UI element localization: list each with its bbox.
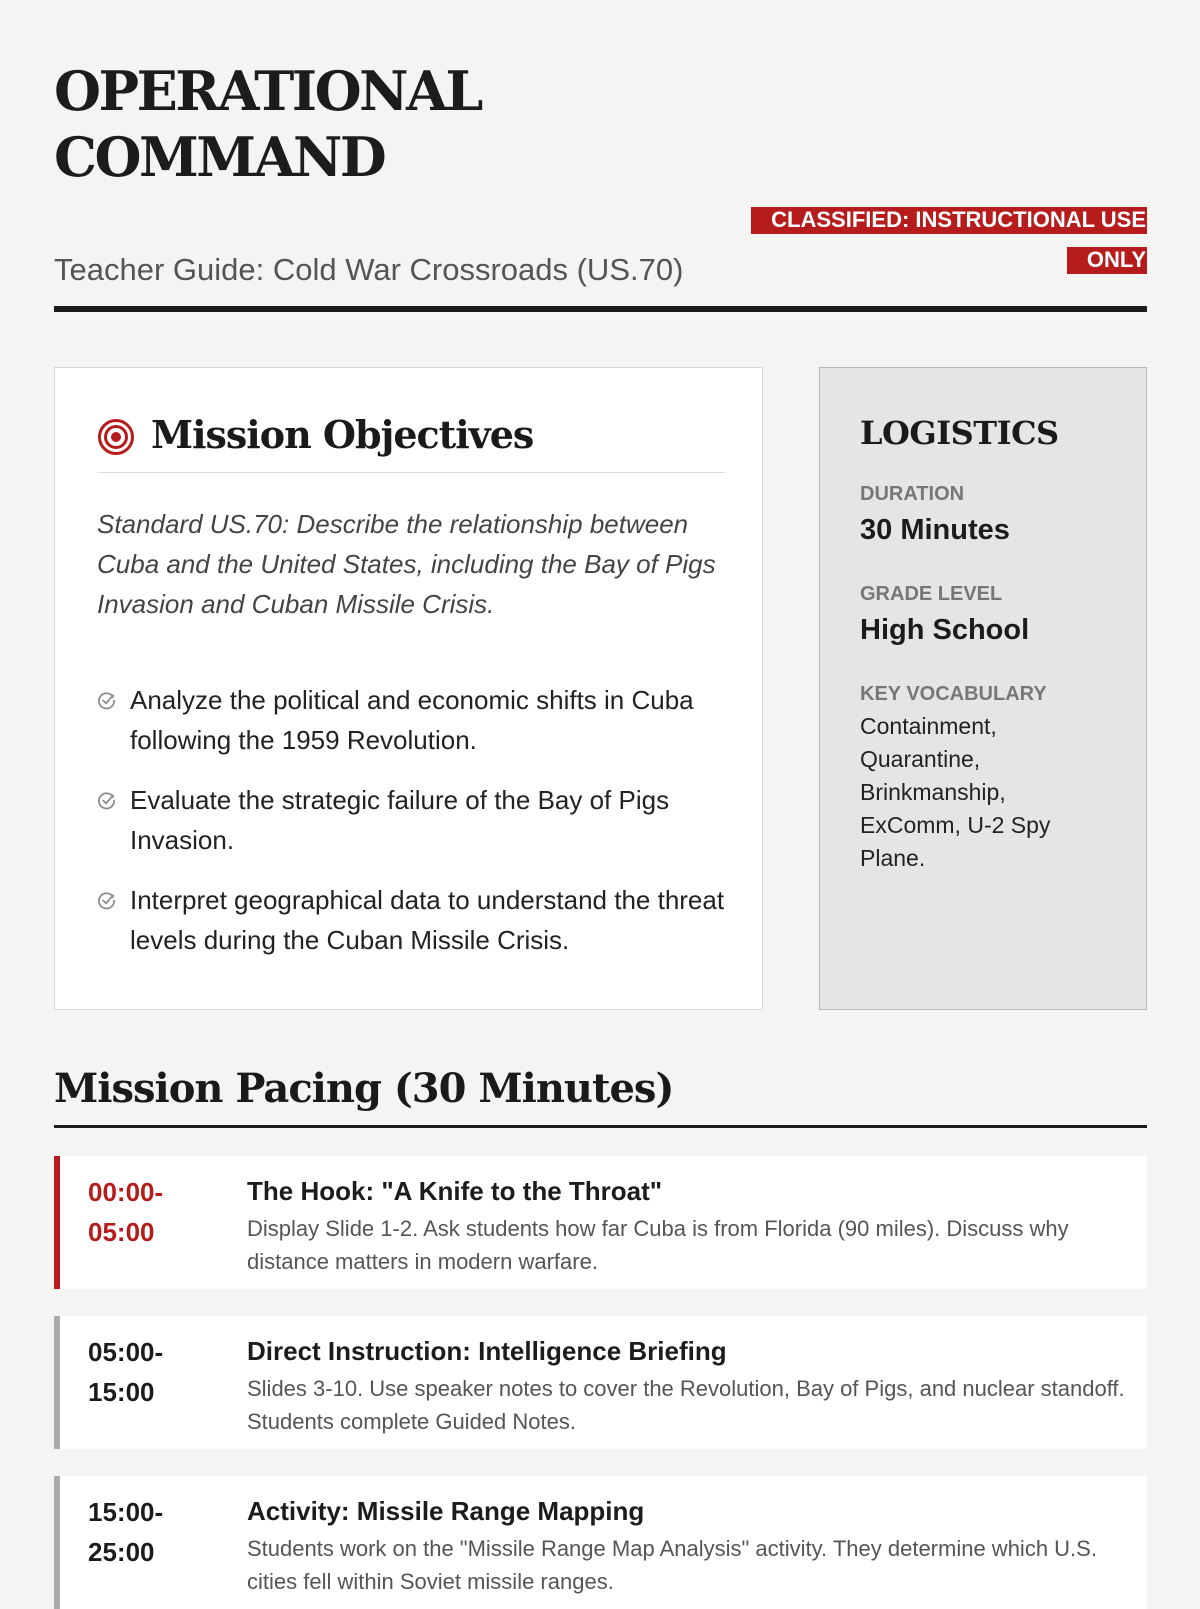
target-icon [97,418,135,456]
objective-item [97,880,727,960]
duration-value: 30 Minutes [860,514,1010,546]
header-divider [54,306,1147,312]
document-title-line2: COMMAND [54,125,385,189]
classified-badge [731,200,1147,280]
phase-description: Display Slide 1-2. Ask students how far Cuba is from Florida (90 miles). Discuss why distance matters in modern warfare. [247,1216,1069,1274]
objectives-header [97,404,725,473]
document-title [54,58,481,190]
phase-time: 05:00-15:00 [88,1337,164,1407]
objective-text: Interpret geographical data to understand the threat levels during the Cuban Missile Crisis. [130,885,725,955]
check-circle-icon [97,791,116,810]
phase-description: Slides 3-10. Use speaker notes to cover the Revolution, Bay of Pigs, and nuclear standoff. Students complete Guided Notes. [247,1376,1125,1434]
phase-title: Activity: Missile Range Mapping [247,1496,645,1526]
duration-label: DURATION [860,483,965,505]
phase-time: 00:00-05:00 [88,1177,164,1247]
objective-text: Analyze the political and economic shifts in Cuba following the 1959 Revolution. [130,685,694,755]
key-vocabulary-label: KEY VOCABULARY [860,683,1047,705]
pacing-title: Mission Pacing (30 Minutes) [54,1065,674,1112]
pacing-divider [54,1125,1147,1128]
pacing-phase [54,1476,1147,1609]
objective-text: Evaluate the strategic failure of the Bay of Pigs Invasion. [130,785,670,855]
phase-title: The Hook: "A Knife to the Throat" [247,1176,663,1206]
document-title-line1: OPERATIONAL [54,59,481,123]
standard-statement: Standard US.70: Describe the relationship between Cuba and the United States, including the Bay of Pigs Invasion and Cuban Missile Crisis. [97,509,716,619]
pacing-phase [54,1316,1147,1449]
objectives-list [97,680,727,980]
check-circle-icon [97,691,116,710]
phase-title: Direct Instruction: Intelligence Briefing [247,1336,727,1366]
grade-level-value: High School [860,614,1030,646]
logistics-panel [819,367,1147,1010]
phase-description: Students work on the "Missile Range Map Analysis" activity. They determine which U.S. cities fell within Soviet missile ranges. [247,1536,1097,1594]
phase-time: 15:00-25:00 [88,1497,164,1567]
page-header [54,58,1147,314]
grade-level-label: GRADE LEVEL [860,583,1003,605]
classified-badge-label: CLASSIFIED: INSTRUCTIONAL USE ONLY [751,207,1147,274]
key-vocabulary-value: Containment, Quarantine, Brinkmanship, ExComm, U-2 Spy Plane. [860,713,1051,871]
objective-item [97,680,727,760]
logistics-title: LOGISTICS [860,414,1059,452]
pacing-phase [54,1156,1147,1289]
check-circle-icon [97,891,116,910]
document-subtitle: Teacher Guide: Cold War Crossroads (US.70) [54,252,684,287]
objectives-title: Mission Objectives [151,412,534,457]
mission-objectives-card [54,367,763,1010]
objective-item [97,780,727,860]
